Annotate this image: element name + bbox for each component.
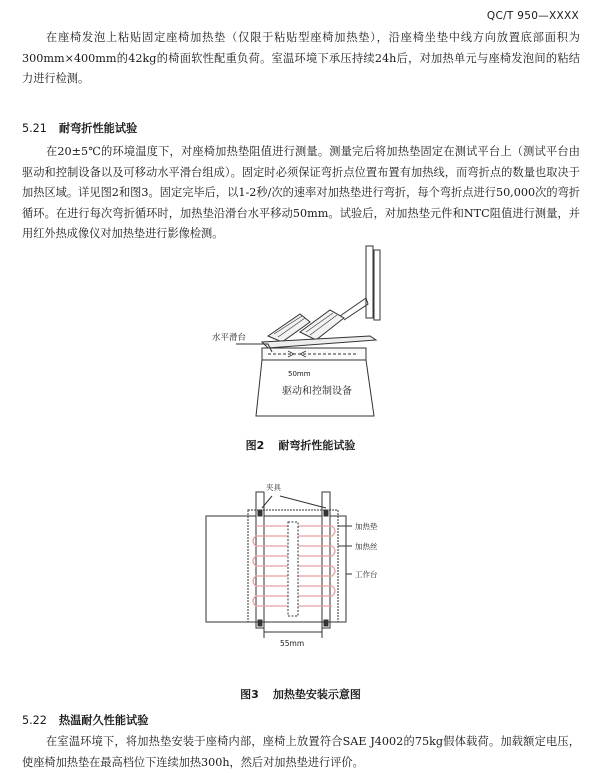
section-number: 5.22: [22, 714, 47, 727]
dimension-line: [264, 626, 322, 638]
label-heating-pad: 加热垫: [355, 522, 378, 531]
section-heading-5-22: [22, 712, 148, 728]
section-title: 耐弯折性能试验: [58, 122, 138, 135]
figure-3-diagram: [0, 470, 601, 660]
label-heating-wire: 加热丝: [355, 542, 378, 551]
label-55mm: 55mm: [280, 639, 305, 648]
section-number: 5.21: [22, 122, 47, 135]
figure-number: 图2: [245, 439, 265, 452]
paragraph-bending-test: 在20±5℃的环境温度下，对座椅加热垫阻值进行测量。测量完后将加热垫固定在测试平台上（测试平台由驱动和控制设备以及可移动水平滑台组成）。固定时必须保证弯折点位置布置有加热线，而弯折点的数量也取决于加热区域。详见图2和图3。固定完毕后，以1-2秒/次的速率对加热垫进行弯折，每个弯折点进行50,000次的弯折循环。在进行每次弯折循环时，加热垫沿滑台水平移动50mm。试验后，对加热垫元件和NTC阻值进行测量，并用红外热成像仪对加热垫进行影像检测。: [22, 145, 580, 240]
figure-2-diagram: [0, 240, 601, 430]
label-50mm: 50mm: [288, 370, 311, 378]
clamp-left: [268, 314, 310, 342]
figure-3-caption: [0, 686, 601, 702]
label-work-table: 工作台: [355, 570, 378, 579]
paragraph-heat-durability: 在室温环境下，将加热垫安装于座椅内部，座椅上放置符合SAE J4002的75kg假体载荷。加载额定电压，使座椅加热垫在最高档位下连续加热300h，然后对加热垫进行评价。: [22, 735, 580, 769]
section-title: 热温耐久性能试验: [58, 714, 149, 727]
fixture-plate-1: [366, 246, 373, 318]
figure-2-caption: [0, 437, 601, 453]
section-heading-5-21: [22, 120, 137, 136]
standard-code: QC/T 950—XXXX: [486, 10, 579, 22]
label-clamp: 夹具: [266, 483, 281, 492]
paragraph-adhesion-test: 在座椅发泡上粘贴固定座椅加热垫（仅限于粘贴型座椅加热垫），沿座椅坐垫中线方向放置底部面积为300mm×400mm的42kg的椅面软性配重负荷。室温环境下承压持续24h后，对加热单元与座椅发泡间的粘结力进行检测。: [22, 31, 580, 85]
label-drive-control: 驱动和控制设备: [282, 386, 352, 397]
figure-number: 图3: [240, 688, 259, 701]
label-horizontal-slide: 水平滑台: [212, 333, 247, 343]
figure-title: 耐弯折性能试验: [278, 439, 356, 452]
fixture-plate-2: [374, 250, 380, 320]
figure-title: 加热垫安装示意图: [272, 688, 361, 701]
